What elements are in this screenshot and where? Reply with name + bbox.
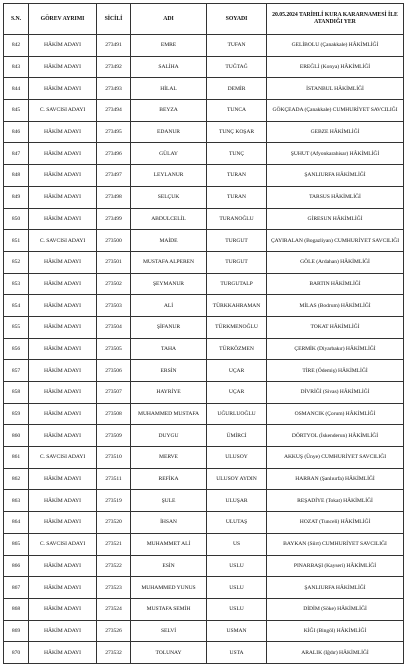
cell-gorev-ayrimi: HÂKİM ADAYI — [29, 338, 97, 360]
cell-atandigi-yer: ÇERMİK (Diyarbakır) HÂKİMLİĞİ — [267, 338, 404, 360]
cell-sicili: 273519 — [97, 490, 131, 512]
cell-sn: 858 — [4, 382, 29, 404]
cell-sn: 852 — [4, 251, 29, 273]
cell-adi: MUHAMMED YUNUS — [131, 577, 207, 599]
assignment-table — [3, 3, 404, 664]
cell-adi: TOLUNAY — [131, 642, 207, 664]
cell-gorev-ayrimi: C. SAVCISI ADAYI — [29, 100, 97, 122]
cell-adi: ŞİFANUR — [131, 316, 207, 338]
cell-gorev-ayrimi: HÂKİM ADAYI — [29, 642, 97, 664]
cell-adi: MUSTAFA ALPEREN — [131, 251, 207, 273]
cell-atandigi-yer: ÇAYIRALAN (Bogazliyan) CUMHURİYET SAVCILIĞI — [267, 230, 404, 252]
table-row — [4, 56, 404, 78]
cell-sn: 866 — [4, 555, 29, 577]
cell-gorev-ayrimi: HÂKİM ADAYI — [29, 577, 97, 599]
cell-adi: İHSAN — [131, 512, 207, 534]
cell-soyadi: TUFAN — [207, 35, 267, 57]
table-row — [4, 143, 404, 165]
cell-sn: 855 — [4, 316, 29, 338]
cell-gorev-ayrimi: HÂKİM ADAYI — [29, 295, 97, 317]
cell-sicili: 273500 — [97, 230, 131, 252]
cell-adi: MUHAMMED MUSTAFA — [131, 403, 207, 425]
cell-soyadi: ULUSOY AYDIN — [207, 468, 267, 490]
cell-atandigi-yer: DİDİM (Söke) HÂKİMLİĞİ — [267, 598, 404, 620]
cell-atandigi-yer: REŞADİYE (Tokat) HÂKİMLİĞİ — [267, 490, 404, 512]
table-row — [4, 642, 404, 664]
cell-sicili: 273493 — [97, 78, 131, 100]
cell-adi: ŞEYMANUR — [131, 273, 207, 295]
cell-sicili: 273503 — [97, 295, 131, 317]
table-row — [4, 338, 404, 360]
cell-adi: ŞULE — [131, 490, 207, 512]
cell-soyadi: TURGUT — [207, 251, 267, 273]
cell-soyadi: TUNÇ — [207, 143, 267, 165]
cell-adi: DUYGU — [131, 425, 207, 447]
cell-gorev-ayrimi: C. SAVCISI ADAYI — [29, 447, 97, 469]
cell-sicili: 273510 — [97, 447, 131, 469]
cell-gorev-ayrimi: HÂKİM ADAYI — [29, 165, 97, 187]
cell-atandigi-yer: BAYKAN (Siirt) CUMHURİYET SAVCILIĞI — [267, 533, 404, 555]
cell-adi: ALİ — [131, 295, 207, 317]
table-row — [4, 447, 404, 469]
cell-soyadi: UÇAR — [207, 360, 267, 382]
cell-adi: EMRE — [131, 35, 207, 57]
cell-sicili: 273522 — [97, 555, 131, 577]
cell-soyadi: ULUŞAR — [207, 490, 267, 512]
cell-gorev-ayrimi: HÂKİM ADAYI — [29, 468, 97, 490]
cell-soyadi: DEMİR — [207, 78, 267, 100]
cell-sn: 862 — [4, 468, 29, 490]
cell-sn: 868 — [4, 598, 29, 620]
table-header — [4, 4, 404, 35]
table-row — [4, 78, 404, 100]
cell-gorev-ayrimi: C. SAVCISI ADAYI — [29, 533, 97, 555]
cell-sicili: 273526 — [97, 620, 131, 642]
cell-adi: MAİDE — [131, 230, 207, 252]
cell-sicili: 273497 — [97, 165, 131, 187]
cell-gorev-ayrimi: HÂKİM ADAYI — [29, 143, 97, 165]
cell-gorev-ayrimi: HÂKİM ADAYI — [29, 555, 97, 577]
cell-atandigi-yer: GEBZE HÂKİMLİĞİ — [267, 121, 404, 143]
cell-adi: GÜLAY — [131, 143, 207, 165]
cell-soyadi: TURGUTALP — [207, 273, 267, 295]
cell-sn: 869 — [4, 620, 29, 642]
cell-atandigi-yer: GÖLE (Ardahan) HÂKİMLİĞİ — [267, 251, 404, 273]
cell-soyadi: ULUSOY — [207, 447, 267, 469]
table-row — [4, 208, 404, 230]
cell-sn: 863 — [4, 490, 29, 512]
cell-soyadi: ULUTAŞ — [207, 512, 267, 534]
cell-atandigi-yer: HOZAT (Tunceli) HÂKİMLİĞİ — [267, 512, 404, 534]
cell-sn: 857 — [4, 360, 29, 382]
table-row — [4, 121, 404, 143]
cell-adi: MUHAMMET ALİ — [131, 533, 207, 555]
cell-adi: SELÇUK — [131, 186, 207, 208]
cell-sicili: 273494 — [97, 100, 131, 122]
cell-sicili: 273508 — [97, 403, 131, 425]
cell-adi: EDANUR — [131, 121, 207, 143]
cell-sicili: 273523 — [97, 577, 131, 599]
cell-sicili: 273495 — [97, 121, 131, 143]
cell-sn: 856 — [4, 338, 29, 360]
table-row — [4, 490, 404, 512]
cell-gorev-ayrimi: HÂKİM ADAYI — [29, 56, 97, 78]
table-row — [4, 425, 404, 447]
cell-sicili: 273511 — [97, 468, 131, 490]
cell-atandigi-yer: BARTIN HÂKİMLİĞİ — [267, 273, 404, 295]
cell-atandigi-yer: TARSUS HÂKİMLİĞİ — [267, 186, 404, 208]
cell-atandigi-yer: GELİBOLU (Çanakkale) HÂKİMLİĞİ — [267, 35, 404, 57]
cell-sicili: 273506 — [97, 360, 131, 382]
table-row — [4, 35, 404, 57]
cell-sn: 846 — [4, 121, 29, 143]
cell-sicili: 273532 — [97, 642, 131, 664]
cell-sicili: 273505 — [97, 338, 131, 360]
cell-sn: 845 — [4, 100, 29, 122]
cell-adi: ESİN — [131, 555, 207, 577]
cell-atandigi-yer: DÖRTYOL (İskenderun) HÂKİMLİĞİ — [267, 425, 404, 447]
cell-atandigi-yer: HARRAN (Şanlıurfa) HÂKİMLİĞİ — [267, 468, 404, 490]
cell-atandigi-yer: TİRE (Ödemiş) HÂKİMLİĞİ — [267, 360, 404, 382]
table-row — [4, 316, 404, 338]
cell-sn: 859 — [4, 403, 29, 425]
cell-soyadi: TURAN — [207, 186, 267, 208]
cell-gorev-ayrimi: C. SAVCISI ADAYI — [29, 230, 97, 252]
cell-sicili: 273491 — [97, 35, 131, 57]
cell-adi: HİLAL — [131, 78, 207, 100]
cell-atandigi-yer: ŞANLIURFA HÂKİMLİĞİ — [267, 165, 404, 187]
cell-gorev-ayrimi: HÂKİM ADAYI — [29, 382, 97, 404]
cell-adi: SELVİ — [131, 620, 207, 642]
table-row — [4, 230, 404, 252]
cell-sn: 844 — [4, 78, 29, 100]
cell-sn: 861 — [4, 447, 29, 469]
table-row — [4, 620, 404, 642]
cell-sn: 851 — [4, 230, 29, 252]
cell-sicili: 273498 — [97, 186, 131, 208]
cell-sicili: 273504 — [97, 316, 131, 338]
table-row — [4, 360, 404, 382]
table-row — [4, 512, 404, 534]
cell-atandigi-yer: DİVRİĞİ (Sivas) HÂKİMLİĞİ — [267, 382, 404, 404]
cell-gorev-ayrimi: HÂKİM ADAYI — [29, 186, 97, 208]
cell-sn: 860 — [4, 425, 29, 447]
table-row — [4, 382, 404, 404]
header-adi: ADI — [131, 4, 207, 35]
cell-soyadi: US — [207, 533, 267, 555]
cell-adi: REFİKA — [131, 468, 207, 490]
cell-soyadi: TÜRKÖZMEN — [207, 338, 267, 360]
cell-sn: 865 — [4, 533, 29, 555]
header-row — [4, 4, 404, 35]
cell-sicili: 273524 — [97, 598, 131, 620]
cell-soyadi: TUĞTAĞ — [207, 56, 267, 78]
cell-soyadi: USTA — [207, 642, 267, 664]
cell-sicili: 273492 — [97, 56, 131, 78]
cell-sicili: 273502 — [97, 273, 131, 295]
header-gorev-ayrimi: GÖREV AYRIMI — [29, 4, 97, 35]
cell-gorev-ayrimi: HÂKİM ADAYI — [29, 121, 97, 143]
table-row — [4, 273, 404, 295]
cell-soyadi: UÇAR — [207, 382, 267, 404]
cell-sn: 870 — [4, 642, 29, 664]
cell-adi: ERSİN — [131, 360, 207, 382]
cell-gorev-ayrimi: HÂKİM ADAYI — [29, 403, 97, 425]
cell-atandigi-yer: GÖKÇEADA (Çanakkale) CUMHURİYET SAVCILIĞI — [267, 100, 404, 122]
cell-gorev-ayrimi: HÂKİM ADAYI — [29, 490, 97, 512]
table-row — [4, 251, 404, 273]
document-page — [3, 3, 403, 664]
cell-gorev-ayrimi: HÂKİM ADAYI — [29, 208, 97, 230]
cell-sicili: 273521 — [97, 533, 131, 555]
cell-adi: TAHA — [131, 338, 207, 360]
cell-sn: 849 — [4, 186, 29, 208]
table-row — [4, 468, 404, 490]
cell-soyadi: TUNCA — [207, 100, 267, 122]
cell-sn: 850 — [4, 208, 29, 230]
cell-soyadi: ÜMİRCİ — [207, 425, 267, 447]
header-sicili: SİCİLİ — [97, 4, 131, 35]
cell-gorev-ayrimi: HÂKİM ADAYI — [29, 360, 97, 382]
cell-gorev-ayrimi: HÂKİM ADAYI — [29, 251, 97, 273]
cell-sicili: 273499 — [97, 208, 131, 230]
cell-adi: ABDULCELİL — [131, 208, 207, 230]
cell-sn: 842 — [4, 35, 29, 57]
table-body — [4, 35, 404, 664]
cell-sn: 864 — [4, 512, 29, 534]
table-row — [4, 186, 404, 208]
header-soyadi: SOYADI — [207, 4, 267, 35]
cell-gorev-ayrimi: HÂKİM ADAYI — [29, 620, 97, 642]
cell-atandigi-yer: MİLAS (Bodrum) HÂKİMLİĞİ — [267, 295, 404, 317]
table-row — [4, 533, 404, 555]
cell-soyadi: USLU — [207, 555, 267, 577]
table-row — [4, 555, 404, 577]
cell-sicili: 273501 — [97, 251, 131, 273]
cell-soyadi: USMAN — [207, 620, 267, 642]
cell-sn: 843 — [4, 56, 29, 78]
cell-sn: 867 — [4, 577, 29, 599]
table-row — [4, 598, 404, 620]
cell-sicili: 273520 — [97, 512, 131, 534]
cell-gorev-ayrimi: HÂKİM ADAYI — [29, 512, 97, 534]
table-row — [4, 295, 404, 317]
table-row — [4, 100, 404, 122]
cell-atandigi-yer: PINARBAŞI (Kayseri) HÂKİMLİĞİ — [267, 555, 404, 577]
cell-gorev-ayrimi: HÂKİM ADAYI — [29, 78, 97, 100]
cell-sn: 847 — [4, 143, 29, 165]
header-atandigi-yer: 20.05.2024 TARİHLİ KURA KARARNAMESİ İLE ATANDIĞI YER — [267, 4, 404, 35]
cell-atandigi-yer: OSMANCIK (Çorum) HÂKİMLİĞİ — [267, 403, 404, 425]
cell-adi: MERVE — [131, 447, 207, 469]
cell-soyadi: USLU — [207, 598, 267, 620]
cell-atandigi-yer: İSTANBUL HÂKİMLİĞİ — [267, 78, 404, 100]
header-sn: S.N. — [4, 4, 29, 35]
cell-gorev-ayrimi: HÂKİM ADAYI — [29, 598, 97, 620]
cell-soyadi: TURGUT — [207, 230, 267, 252]
cell-soyadi: TÜRKKAHRAMAN — [207, 295, 267, 317]
cell-adi: HAYRİYE — [131, 382, 207, 404]
cell-adi: LEYLANUR — [131, 165, 207, 187]
cell-soyadi: TÜRKMENOĞLU — [207, 316, 267, 338]
cell-atandigi-yer: TOKAT HÂKİMLİĞİ — [267, 316, 404, 338]
cell-sn: 853 — [4, 273, 29, 295]
cell-gorev-ayrimi: HÂKİM ADAYI — [29, 425, 97, 447]
cell-gorev-ayrimi: HÂKİM ADAYI — [29, 273, 97, 295]
table-row — [4, 577, 404, 599]
table-row — [4, 165, 404, 187]
cell-soyadi: TURANOĞLU — [207, 208, 267, 230]
cell-adi: SALİHA — [131, 56, 207, 78]
cell-sn: 854 — [4, 295, 29, 317]
cell-atandigi-yer: GİRESUN HÂKİMLİĞİ — [267, 208, 404, 230]
cell-atandigi-yer: ŞANLIURFA HÂKİMLİĞİ — [267, 577, 404, 599]
cell-atandigi-yer: ŞUHUT (Afyonkarahisar) HÂKİMLİĞİ — [267, 143, 404, 165]
cell-adi: BEYZA — [131, 100, 207, 122]
cell-gorev-ayrimi: HÂKİM ADAYI — [29, 35, 97, 57]
table-row — [4, 403, 404, 425]
cell-atandigi-yer: KİĞI (Bingöl) HÂKİMLİĞİ — [267, 620, 404, 642]
cell-sn: 848 — [4, 165, 29, 187]
cell-atandigi-yer: EREĞLİ (Konya) HÂKİMLİĞİ — [267, 56, 404, 78]
cell-sicili: 273496 — [97, 143, 131, 165]
cell-adi: MUSTAFA SEMİH — [131, 598, 207, 620]
cell-soyadi: TUNÇ KOŞAR — [207, 121, 267, 143]
cell-gorev-ayrimi: HÂKİM ADAYI — [29, 316, 97, 338]
cell-sicili: 273509 — [97, 425, 131, 447]
cell-atandigi-yer: ARALIK (Iğdır) HÂKİMLİĞİ — [267, 642, 404, 664]
cell-atandigi-yer: AKKUŞ (Ünye) CUMHURİYET SAVCILIĞI — [267, 447, 404, 469]
cell-soyadi: UĞURLUOĞLU — [207, 403, 267, 425]
cell-soyadi: TURAN — [207, 165, 267, 187]
cell-soyadi: USLU — [207, 577, 267, 599]
cell-sicili: 273507 — [97, 382, 131, 404]
